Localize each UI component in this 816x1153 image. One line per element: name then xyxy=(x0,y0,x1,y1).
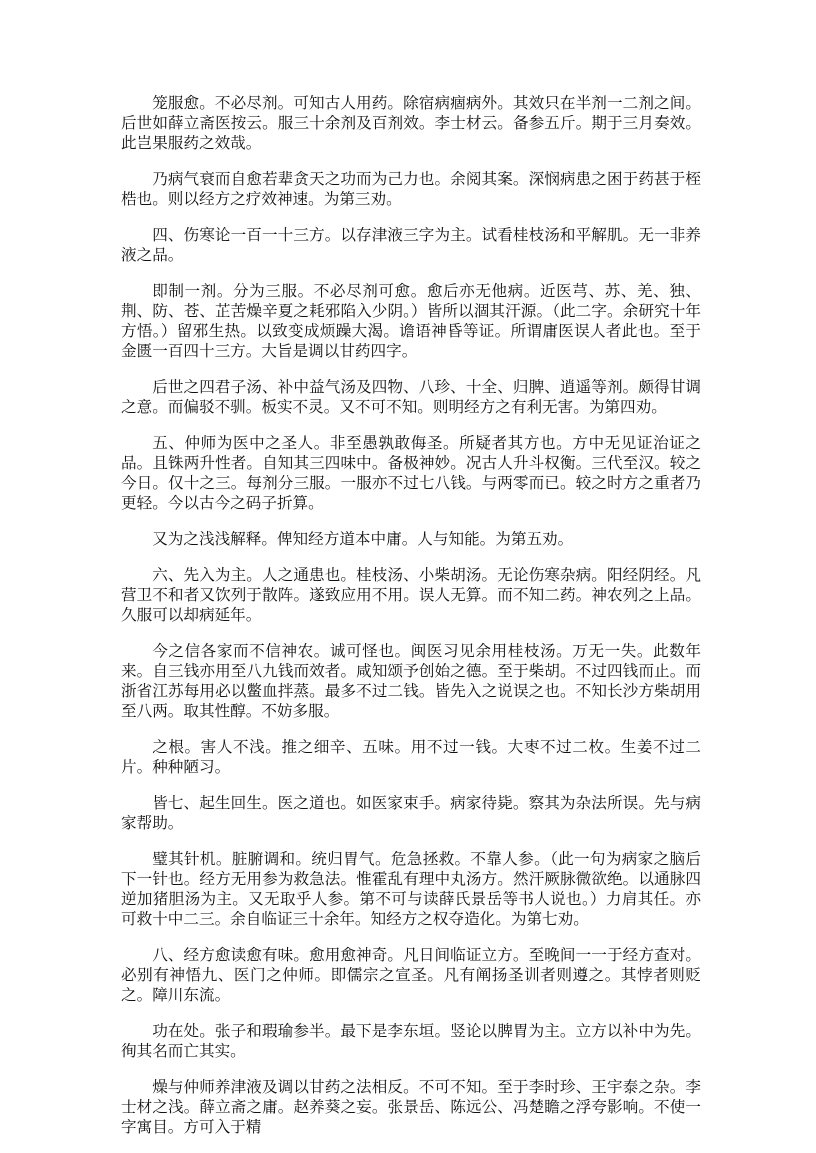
paragraph: 又为之浅浅解释。俾知经方道本中庸。人与知能。为第五劝。 xyxy=(152,530,574,548)
paragraph: 皆七、起生回生。医之道也。如医家束手。病家待毙。察其为杂法所误。先与病家帮助。 xyxy=(121,794,701,832)
paragraph: 笼服愈。不必尽剂。可知古人用药。除宿病痼病外。其效只在半剂一二剂之间。后世如薛立斋医按云。服三十余剂及百剂效。李士材云。备参五斤。期于三月奏效。此岂果服药之效哉。 xyxy=(121,94,701,152)
paragraph: 五、仲师为医中之圣人。非至愚孰敢侮圣。所疑者其方也。方中无见证治证之品。且铢两升性者。自知其三四味中。备极神妙。况古人升斗权衡。三代至汉。较之今日。仅十之三。每剂分三服。一服亦不过七八钱。与两零而已。较之时方之重者乃更轻。今以古今之码子折算。 xyxy=(121,434,701,512)
paragraph: 燥与仲师养津液及调以甘药之法相反。不可不知。至于李时珍、王宇泰之杂。李士材之浅。薛立斋之庸。赵养葵之妄。张景岳、陈远公、冯楚瞻之浮夸影响。不使一字寓目。方可入于精 xyxy=(121,1078,701,1136)
paragraph: 今之信各家而不信神农。诚可怪也。闽医习见余用桂枝汤。万无一失。此数年来。自三钱亦用至八九钱而效者。咸知颂予创始之德。至于柴胡。不过四钱而止。而浙省江苏每用必以鳖血拌蒸。最多不过二钱。皆先入之说误之也。不知长沙方柴胡用至八两。取其性醇。不妨多服。 xyxy=(121,642,701,720)
paragraph: 乃病气衰而自愈若辈贪天之功而为己力也。余阅其案。深悯病患之困于药甚于桎梏也。则以经方之疗效神速。为第三劝。 xyxy=(121,170,701,208)
paragraph: 六、先入为主。人之通患也。桂枝汤、小柴胡汤。无论伤寒杂病。阳经阴经。凡营卫不和者又饮列于散阵。遂致应用不用。误人无算。而不知二药。神农列之上品。久服可以却病延年。 xyxy=(121,566,701,624)
paragraph: 功在处。张子和瑕瑜参半。最下是李东垣。竖论以脾胃为主。立方以补中为先。徇其名而亡其实。 xyxy=(121,1022,701,1060)
document-page xyxy=(121,93,701,1153)
paragraph: 四、伤寒论一百一十三方。以存津液三字为主。试看桂枝汤和平解肌。无一非养液之品。 xyxy=(121,226,701,264)
paragraph: 后世之四君子汤、补中益气汤及四物、八珍、十全、归脾、逍遥等剂。颇得甘调之意。而偏驳不驯。板实不灵。又不可不知。则明经方之有利无害。为第四劝。 xyxy=(121,378,701,416)
paragraph: 八、经方愈读愈有味。愈用愈神奇。凡日间临证立方。至晚间一一于经方查对。必别有神悟九、医门之仲师。即儒宗之宣圣。凡有阐扬圣训者则遵之。其悖者则贬之。障川东流。 xyxy=(121,946,701,1004)
paragraph: 璧其针机。脏腑调和。统归胃气。危急拯救。不靠人参。（此一句为病家之脑后下一针也。经方无用参为救急法。惟霍乱有理中丸汤方。然汗厥脉微欲绝。以通脉四逆加猪胆汤为主。又无取乎人参。第不可与读薛氏景岳等书人说也。）力肩其任。亦可救十中二三。余自临证三十余年。知经方之权夺造化。为第七劝。 xyxy=(121,850,701,928)
paragraph: 之根。害人不浅。推之细辛、五味。用不过一钱。大枣不过二枚。生姜不过二片。种种陋习。 xyxy=(121,738,701,776)
paragraph: 即制一剂。分为三服。不必尽剂可愈。愈后亦无他病。近医芎、苏、羌、独、荆、防、苍、芷苦燥辛夏之耗邪陷入少阴。）皆所以涸其汗源。（此二字。余研究十年方悟。）留邪生热。以致变成烦躁大渴。谵语神昏等证。所谓庸医误人者此也。至于金匮一百四十三方。大旨是调以甘药四字。 xyxy=(121,282,701,360)
